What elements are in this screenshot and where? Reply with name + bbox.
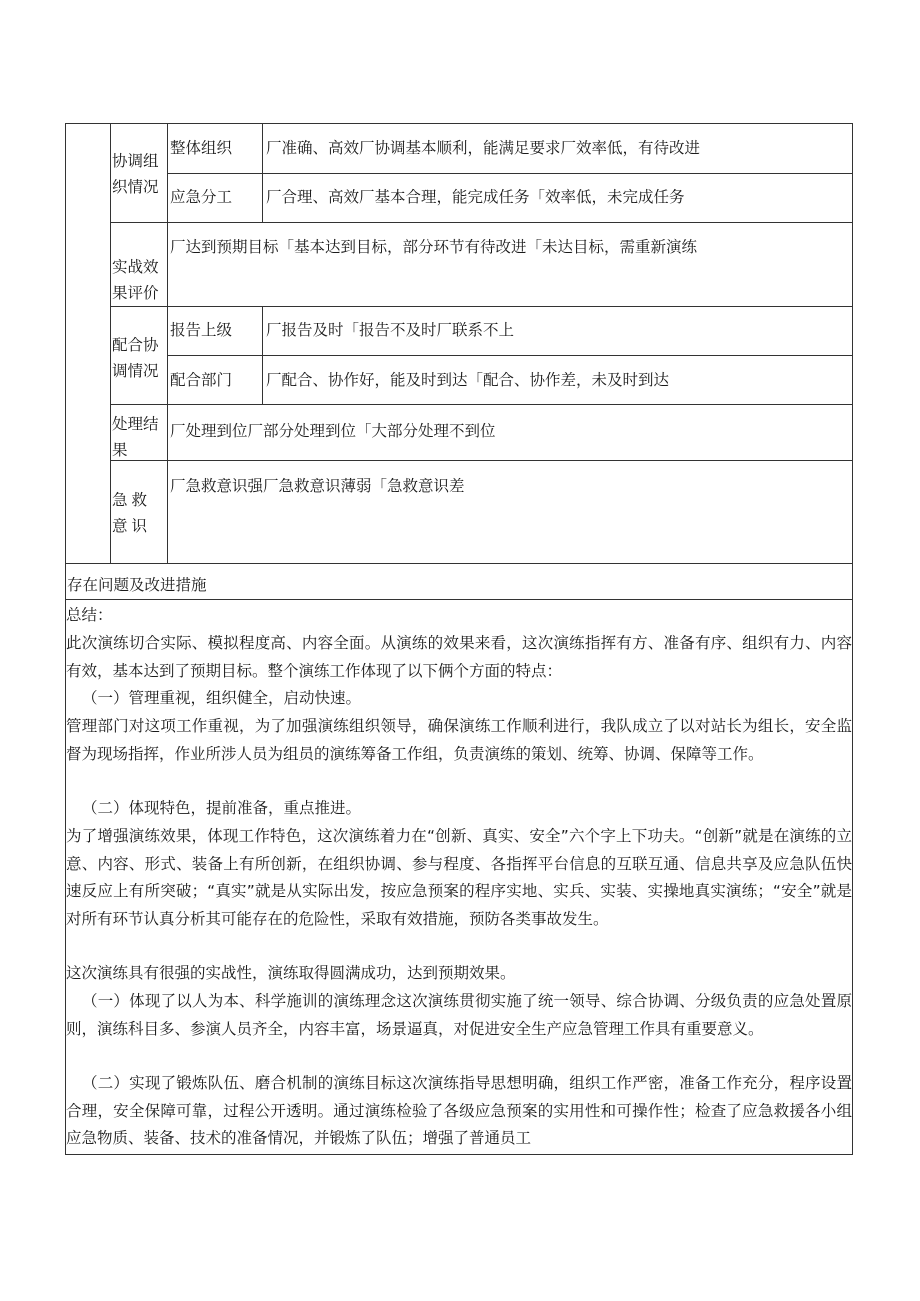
options-handling-result: 厂处理到位厂部分处理到位「大部分处理不到位	[170, 422, 496, 440]
summary-paragraph: 管理部门对这项工作重视，为了加强演练组织领导，确保演练工作顺利进行，我队成立了以对站长为组长，安全监督为现场指挥，作业所涉人员为组员的演练筹备工作组，负责演练的策划、统筹、协调、保障等工作。	[66, 717, 852, 763]
category-coordination: 协调组织情况	[112, 152, 159, 196]
options-effect-evaluation: 厂达到预期目标「基本达到目标，部分环节有待改进「未达目标，需重新演练	[170, 238, 698, 256]
grid-line	[167, 355, 853, 356]
summary-heading-1: （一）管理重视，组织健全，启动快速。	[82, 689, 362, 707]
grid-line	[110, 404, 853, 405]
grid-line	[110, 460, 853, 461]
options-first-aid-awareness: 厂急救意识强厂急救意识薄弱「急救意识差	[170, 477, 465, 495]
issues-header: 存在问题及改进措施	[67, 576, 207, 594]
grid-line	[110, 222, 853, 223]
summary-paragraph: 这次演练具有很强的实战性，演练取得圆满成功，达到预期效果。	[66, 964, 516, 982]
category-handling-result: 处理结果	[112, 415, 159, 459]
summary-paragraph: 此次演练切合实际、模拟程度高、内容全面。从演练的效果来看，这次演练指挥有方、准备有序、组织有力、内容有效，基本达到了预期目标。整个演练工作体现了以下俩个方面的特点：	[66, 634, 852, 680]
subitem-overall-organization: 整体组织	[170, 139, 233, 157]
grid-line	[167, 173, 853, 174]
grid-line	[110, 123, 111, 563]
summary-paragraph: （一）体现了以人为本、科学施训的演练理念这次演练贯彻实施了统一领导、综合协调、分级负责的应急处置原则，演练科目多、参演人员齐全，内容丰富，场景逼真，对促进安全生产应急管理工作具有重要意义。	[66, 992, 852, 1038]
options-cooperating-departments: 厂配合、协作好，能及时到达「配合、协作差，未及时到达	[266, 371, 670, 389]
options-overall-organization: 厂准确、高效厂协调基本顺利，能满足要求厂效率低，有待改进	[266, 139, 701, 157]
grid-line	[110, 306, 853, 307]
subitem-emergency-division: 应急分工	[170, 188, 233, 206]
category-effect-evaluation: 实战效果评价	[112, 258, 159, 302]
grid-line	[65, 599, 853, 600]
grid-line	[65, 563, 853, 564]
summary-heading-2: （二）体现特色，提前准备，重点推进。	[82, 799, 362, 817]
options-report-superior: 厂报告及时「报告不及时厂联系不上	[266, 321, 515, 339]
subitem-report-superior: 报告上级	[170, 321, 233, 339]
category-first-aid-awareness: 急救意识	[112, 491, 152, 535]
options-emergency-division: 厂合理、高效厂基本合理，能完成任务「效率低，未完成任务	[266, 188, 685, 206]
summary-label: 总结：	[66, 606, 113, 624]
category-cooperation: 配合协调情况	[112, 336, 159, 380]
summary-paragraph: （二）实现了锻炼队伍、磨合机制的演练目标这次演练指导思想明确，组织工作严密，准备工作充分，程序设置合理，安全保障可靠，过程公开透明。通过演练检验了各级应急预案的实用性和可操作性；检查了应急救援各小组应急物质、装备、技术的准备情况，并锻炼了队伍；增强了普通员工	[66, 1074, 852, 1147]
summary-paragraph: 为了增强演练效果，体现工作特色，这次演练着力在“创新、真实、安全”六个字上下功夫。“创新”就是在演练的立意、内容、形式、装备上有所创新，在组织协调、参与程度、各指挥平台信息的互联互通、信息共享及应急队伍快速反应上有所突破；“真实”就是从实际出发，按应急预案的程序实地、实兵、实装、实操地真实演练；“安全”就是对所有环节认真分析其可能存在的危险性，采取有效措施，预防各类事故发生。	[66, 827, 852, 928]
subitem-cooperating-departments: 配合部门	[170, 371, 233, 389]
